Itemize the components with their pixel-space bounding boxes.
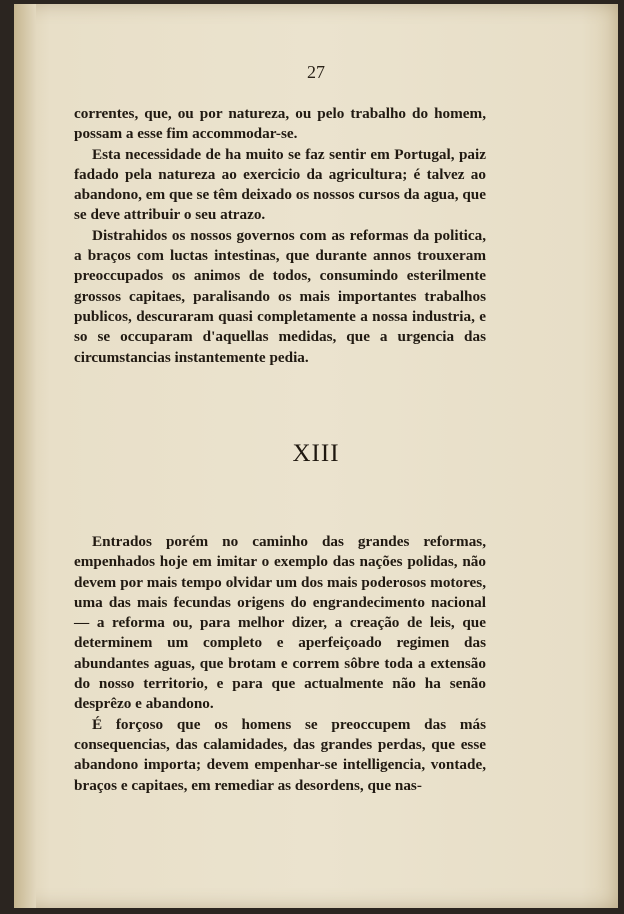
paragraph: É forçoso que os homens se preoccupem das más consequencias, das calamidades, das grandes perdas, que esse abandono importa; devem empenhar-se intelligencia, vontade, braços e capitaes, em remediar as desordens, que nas- bbox=[74, 715, 486, 794]
section-2-text bbox=[74, 532, 486, 796]
section-1-text bbox=[74, 104, 486, 368]
chapter-heading: XIII bbox=[292, 440, 340, 467]
paragraph: Esta necessidade de ha muito se faz sentir em Portugal, paiz fadado pela natureza ao exercicio da agricultura; é talvez ao abandono, em que se têm deixado os nossos cursos da agua, que se deve attribuir o seu atrazo. bbox=[74, 145, 486, 224]
paragraph: Entrados porém no caminho das grandes reformas, empenhados hoje em imitar o exemplo das nações polidas, não devem por mais tempo olvidar um dos mais poderosos motores, uma das mais fecundas origens do engrandecimento nacional — a reforma ou, para melhor dizer, a creação de leis, que determinem um completo e aperfeiçoado regimen das abundantes aguas, que brotam e correm sôbre toda a extensão do nosso territorio, e para que actualmente não ha senão desprêzo e abandono. bbox=[74, 533, 486, 713]
page-number: 27 bbox=[307, 62, 325, 82]
paragraph-continuation: correntes, que, ou por natureza, ou pelo trabalho do homem, possam a esse fim accommodar-se. bbox=[74, 105, 486, 143]
paragraph: Distrahidos os nossos governos com as reformas da politica, a braços com luctas intestinas, que durante annos trouxeram preoccupados os animos de todos, consumindo esterilmente grossos capitaes, paralisando os mais importantes trabalhos publicos, descuraram quasi completamente a nossa industria, e so se occuparam d'aquellas medidas, que a urgencia das circumstancias instantemente pedia. bbox=[74, 226, 486, 366]
book-page bbox=[14, 4, 618, 908]
